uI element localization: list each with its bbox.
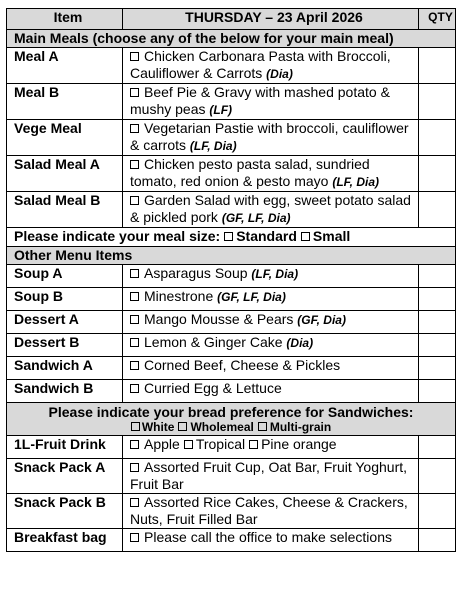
size-small: Small xyxy=(312,228,351,244)
snack-option[interactable] xyxy=(123,494,419,529)
checkbox[interactable] xyxy=(130,440,139,449)
diet-tag: (LF) xyxy=(209,103,233,117)
item-row xyxy=(7,357,456,380)
checkbox[interactable] xyxy=(130,361,139,370)
meal-size-cell xyxy=(7,228,456,247)
snack-desc: Assorted Fruit Cup, Oat Bar, Fruit Yoghurt, Fruit Bar xyxy=(130,459,408,492)
header-day: THURSDAY – 23 April 2026 xyxy=(123,9,419,30)
checkbox[interactable] xyxy=(130,52,139,61)
item-row xyxy=(7,288,456,311)
qty-cell[interactable] xyxy=(419,192,456,228)
qty-cell[interactable] xyxy=(419,120,456,156)
item-row xyxy=(7,265,456,288)
item-row xyxy=(7,311,456,334)
meal-option[interactable] xyxy=(123,84,419,120)
meal-desc: Garden Salad with egg, sweet potato salad & pickled pork xyxy=(130,192,411,225)
item-desc: Mango Mousse & Pears xyxy=(144,311,294,327)
meal-desc: Vegetarian Pastie with broccoli, cauliflower & carrots xyxy=(130,120,409,153)
snack-row xyxy=(7,494,456,529)
diet-tag: (GF, LF, Dia) xyxy=(221,211,291,225)
diet-tag: (LF, Dia) xyxy=(332,175,380,189)
meal-row xyxy=(7,84,456,120)
qty-cell[interactable] xyxy=(419,529,456,552)
other-items-heading: Other Menu Items xyxy=(7,247,456,265)
checkbox[interactable] xyxy=(130,498,139,507)
meal-row xyxy=(7,156,456,192)
item-option[interactable] xyxy=(123,380,419,403)
checkbox[interactable] xyxy=(301,232,310,241)
meal-option[interactable] xyxy=(123,48,419,84)
qty-cell[interactable] xyxy=(419,84,456,120)
qty-cell[interactable] xyxy=(419,380,456,403)
drink-apple: Apple xyxy=(144,436,180,452)
checkbox[interactable] xyxy=(130,315,139,324)
checkbox[interactable] xyxy=(184,440,193,449)
snack-desc: Assorted Rice Cakes, Cheese & Crackers, Nuts, Fruit Filled Bar xyxy=(130,494,408,527)
checkbox[interactable] xyxy=(130,533,139,542)
meal-row xyxy=(7,192,456,228)
meal-desc: Beef Pie & Gravy with mashed potato & mushy peas xyxy=(130,84,390,117)
bread-pref-cell xyxy=(7,403,456,436)
checkbox[interactable] xyxy=(178,422,187,431)
item-desc: Curried Egg & Lettuce xyxy=(144,380,282,396)
meal-size-prompt: Please indicate your meal size: xyxy=(14,228,221,244)
diet-tag: (GF, LF, Dia) xyxy=(217,290,286,304)
drink-options[interactable] xyxy=(123,436,419,459)
qty-cell[interactable] xyxy=(419,311,456,334)
meal-size-row xyxy=(7,228,456,247)
meal-desc: Chicken pesto pasta salad, sundried tomato, red onion & pesto mayo xyxy=(130,156,370,189)
meal-name: Salad Meal B xyxy=(7,192,123,228)
drink-name: 1L-Fruit Drink xyxy=(7,436,123,459)
breakfast-name: Breakfast bag xyxy=(7,529,123,552)
bread-pref-options xyxy=(7,420,455,435)
item-name: Sandwich A xyxy=(7,357,123,380)
checkbox[interactable] xyxy=(224,232,233,241)
size-standard: Standard xyxy=(236,228,297,244)
qty-cell[interactable] xyxy=(419,265,456,288)
checkbox[interactable] xyxy=(131,422,140,431)
item-option[interactable] xyxy=(123,288,419,311)
other-items-section-row xyxy=(7,247,456,265)
checkbox[interactable] xyxy=(130,269,139,278)
meal-row xyxy=(7,48,456,84)
item-option[interactable] xyxy=(123,265,419,288)
bread-pref-row xyxy=(7,403,456,436)
qty-cell[interactable] xyxy=(419,156,456,192)
checkbox[interactable] xyxy=(130,292,139,301)
meal-name: Vege Meal xyxy=(7,120,123,156)
checkbox[interactable] xyxy=(130,338,139,347)
qty-cell[interactable] xyxy=(419,288,456,311)
checkbox[interactable] xyxy=(130,196,139,205)
breakfast-option[interactable] xyxy=(123,529,419,552)
qty-cell[interactable] xyxy=(419,48,456,84)
bread-pref-prompt: Please indicate your bread preference for Sandwiches: xyxy=(48,404,414,420)
bread-white: White xyxy=(141,420,175,434)
qty-cell[interactable] xyxy=(419,334,456,357)
checkbox[interactable] xyxy=(130,463,139,472)
drink-tropical: Tropical xyxy=(195,436,246,452)
item-option[interactable] xyxy=(123,334,419,357)
breakfast-row xyxy=(7,529,456,552)
qty-cell[interactable] xyxy=(419,494,456,529)
item-desc: Corned Beef, Cheese & Pickles xyxy=(144,357,341,373)
meal-option[interactable] xyxy=(123,120,419,156)
qty-cell[interactable] xyxy=(419,459,456,494)
snack-name: Snack Pack A xyxy=(7,459,123,494)
item-name: Dessert B xyxy=(7,334,123,357)
item-name: Sandwich B xyxy=(7,380,123,403)
checkbox[interactable] xyxy=(130,88,139,97)
meal-option[interactable] xyxy=(123,156,419,192)
meal-name: Salad Meal A xyxy=(7,156,123,192)
diet-tag: (Dia) xyxy=(266,67,293,81)
item-desc: Minestrone xyxy=(144,288,214,304)
meal-name: Meal A xyxy=(7,48,123,84)
checkbox[interactable] xyxy=(130,160,139,169)
header-item: Item xyxy=(7,9,123,30)
drink-pine-orange: Pine orange xyxy=(261,436,337,452)
qty-cell[interactable] xyxy=(419,357,456,380)
breakfast-desc: Please call the office to make selections xyxy=(144,529,392,545)
diet-tag: (LF, Dia) xyxy=(189,139,237,153)
bread-multigrain: Multi-grain xyxy=(269,420,332,434)
item-name: Dessert A xyxy=(7,311,123,334)
diet-tag: (GF, Dia) xyxy=(297,313,346,327)
qty-cell[interactable] xyxy=(419,436,456,459)
checkbox[interactable] xyxy=(130,124,139,133)
main-meals-heading: Main Meals (choose any of the below for your main meal) xyxy=(7,30,456,48)
main-meals-section-row xyxy=(7,30,456,48)
checkbox[interactable] xyxy=(258,422,267,431)
snack-option[interactable] xyxy=(123,459,419,494)
snack-row xyxy=(7,459,456,494)
item-name: Soup B xyxy=(7,288,123,311)
item-row xyxy=(7,334,456,357)
meal-option[interactable] xyxy=(123,192,419,228)
item-name: Soup A xyxy=(7,265,123,288)
meal-row xyxy=(7,120,456,156)
bread-wholemeal: Wholemeal xyxy=(190,420,254,434)
menu-order-table xyxy=(6,8,456,552)
meal-desc: Chicken Carbonara Pasta with Broccoli, Cauliflower & Carrots xyxy=(130,48,391,81)
item-option[interactable] xyxy=(123,357,419,380)
checkbox[interactable] xyxy=(130,384,139,393)
meal-name: Meal B xyxy=(7,84,123,120)
diet-tag: (Dia) xyxy=(286,336,314,350)
item-desc: Lemon & Ginger Cake xyxy=(144,334,283,350)
header-row xyxy=(7,9,456,30)
checkbox[interactable] xyxy=(249,440,258,449)
drink-row xyxy=(7,436,456,459)
item-desc: Asparagus Soup xyxy=(144,265,248,281)
header-qty: QTY xyxy=(419,9,456,30)
diet-tag: (LF, Dia) xyxy=(251,267,299,281)
item-row xyxy=(7,380,456,403)
snack-name: Snack Pack B xyxy=(7,494,123,529)
item-option[interactable] xyxy=(123,311,419,334)
